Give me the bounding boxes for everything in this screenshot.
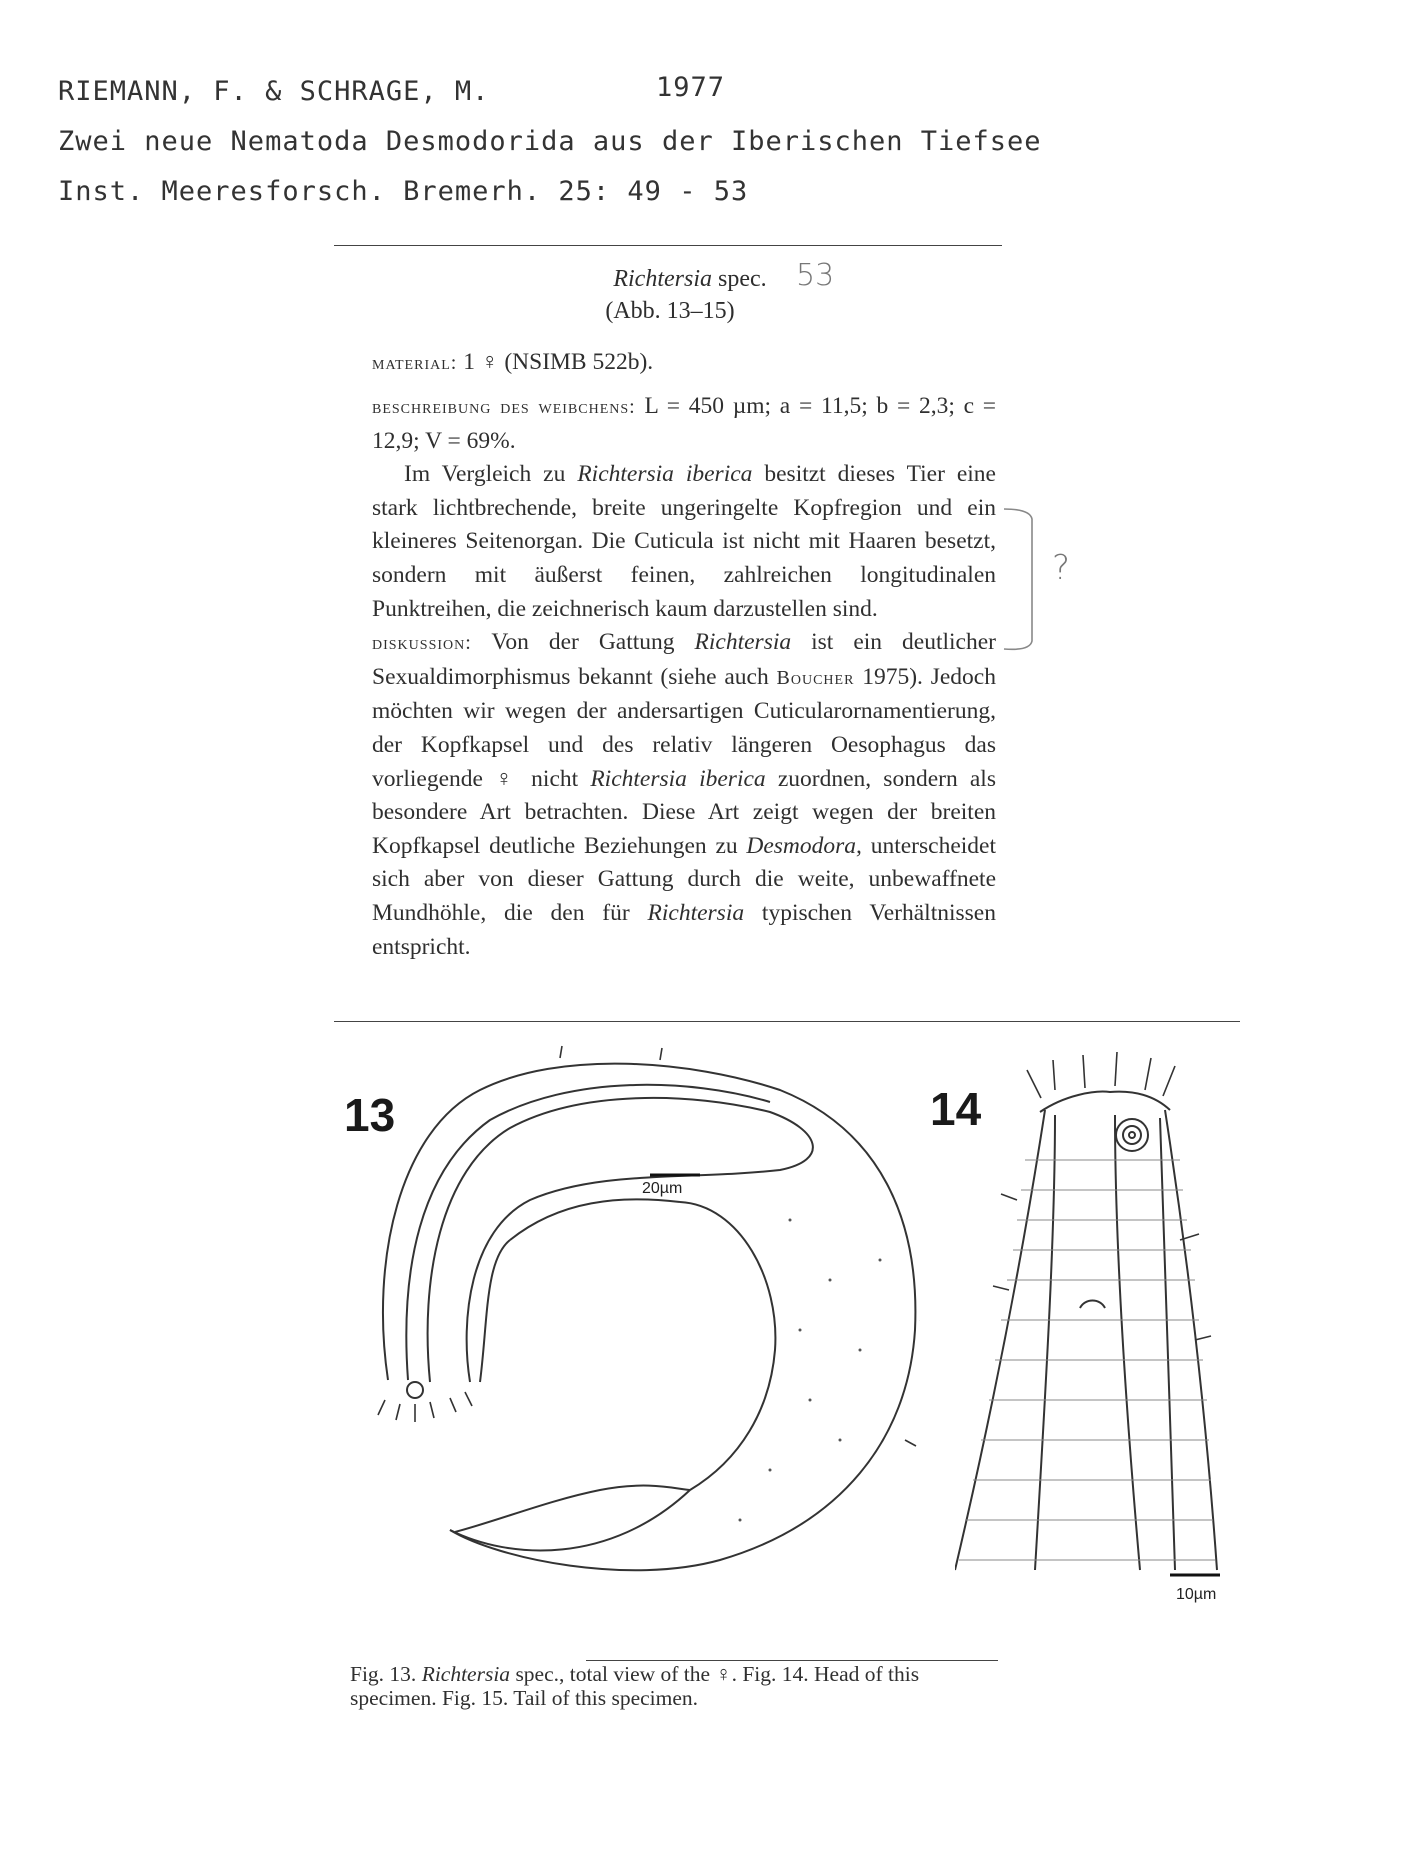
citation-journal: Inst. Meeresforsch. Bremerh. 25: 49 - 53 <box>58 176 749 207</box>
figure-14-drawing <box>955 1040 1255 1600</box>
figure-caption <box>350 1662 970 1710</box>
species-name: Desmodora, <box>746 832 862 859</box>
caption-rule <box>586 1660 998 1661</box>
figure-reference: (Abb. 13–15) <box>605 298 735 324</box>
material-line <box>372 346 996 381</box>
material-text: 1 ♀ (NSIMB 522b). <box>457 349 654 375</box>
discussion-label: diskussion: <box>372 632 472 655</box>
description-label: beschreibung des weibchens: <box>372 396 636 418</box>
citation-year: 1977 <box>656 72 726 103</box>
species-name: Richtersia <box>647 899 745 926</box>
description-measurements <box>372 390 996 458</box>
discussion-text <box>372 626 996 964</box>
top-rule <box>334 245 1002 246</box>
discussion-text-part: zuordnen, sondern als besondere Art betrachten. Diese Art zeigt wegen der breiten Kopfkapsel deutliche Beziehungen zu <box>372 765 996 859</box>
description-text <box>372 458 996 626</box>
description-text-part: Im Vergleich zu <box>404 461 578 488</box>
description-text-part: besitzt dieses Tier eine stark lichtbrechende, breite ungeringelte Kopfregion und ein kleineres Seitenorgan. Die Cuticula ist nicht mit Haaren besetzt, sondern mit äußerst feinen, zahlreichen longitudinalen Punktreihen, die zeichnerisch kaum darzustellen sind. <box>372 461 996 622</box>
species-genus: Richtersia <box>613 266 712 292</box>
author-name: Boucher <box>776 666 855 689</box>
discussion-text-part: Von der Gattung <box>471 629 695 656</box>
discussion-text-part: ist ein deutlicher Sexualdimorphismus bekannt (siehe auch <box>372 629 996 690</box>
citation-title: Zwei neue Nematoda Desmodorida aus der Iberischen Tiefsee <box>58 126 1042 157</box>
figure-13-label: 13 <box>344 1089 396 1141</box>
species-heading <box>540 266 840 293</box>
caption-text-part: Fig. 13. <box>350 1662 422 1686</box>
figure-14-scale-label: 10µm <box>1176 1586 1217 1603</box>
description-values: L = 450 µm; a = 11,5; b = 2,3; c = 12,9; V = 69%. <box>372 393 997 454</box>
species-name: Richtersia iberica <box>590 765 766 792</box>
species-name: Richtersia iberica <box>577 461 753 488</box>
material-label: material: <box>372 352 458 374</box>
discussion-text-part: typischen Verhältnissen entspricht. <box>372 899 996 960</box>
discussion-text-part: 1975). Jedoch möchten wir wegen der andersartigen Cuticularornamentierung, der Kopfkapsel und des relativ längeren Oesophagus das vorliegende ♀ nicht <box>372 663 996 792</box>
species-name: Richtersia <box>694 629 792 656</box>
figure-14-label: 14 <box>930 1083 982 1135</box>
handwritten-page-note: 53 <box>796 258 835 293</box>
figure-13-drawing <box>360 1020 920 1580</box>
description-block <box>372 390 996 964</box>
citation-authors: RIEMANN, F. & SCHRAGE, M. <box>58 76 490 107</box>
species-rest: spec. <box>712 266 767 292</box>
handwritten-question-mark: ? <box>1052 548 1071 588</box>
figure-13-scale-label: 20µm <box>642 1180 683 1197</box>
discussion-text-part: unterscheidet sich aber von dieser Gattung durch die weite, unbewaffnete Mundhöhle, die den für <box>372 832 996 926</box>
caption-text-part: spec., total view of the ♀. Fig. 14. Head of this specimen. Fig. 15. Tail of this specimen. <box>350 1662 920 1710</box>
species-name: Richtersia <box>421 1662 511 1686</box>
